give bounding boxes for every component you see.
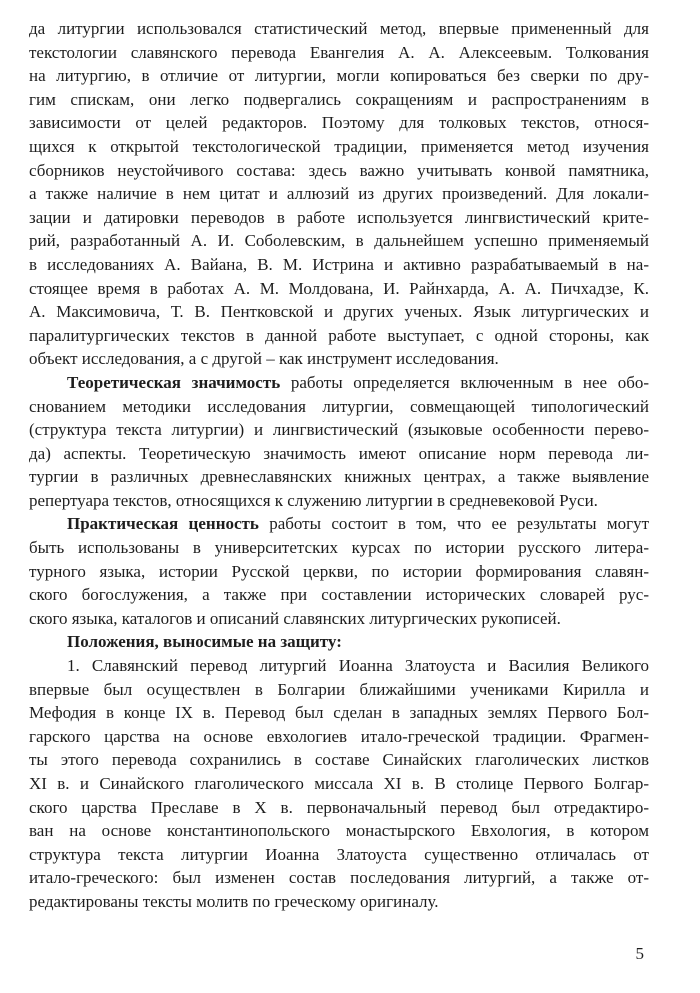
text-span: работы определяется включенным в нее обо-	[280, 372, 649, 392]
text-line: гим спискам, они легко подвергались сокращениям и распространениям в	[29, 89, 649, 109]
text-line: гарского царства на основе евхологиев итало-греческой традиции. Фрагмен-	[29, 726, 649, 746]
text-line: зависимости от целей редакторов. Поэтому для толковых текстов, относя-	[29, 113, 649, 133]
text-line: итало-греческого: был изменен состав последования литургий, а также от-	[29, 868, 649, 888]
text-line: впервые был осуществлен в Болгарии ближайшими учениками Кирилла и	[29, 679, 649, 699]
text-line: XI в. и Синайского глаголического миссала XI в. В столице Первого Болгар-	[29, 774, 649, 793]
text-line: ского царства Преславе в X в. первоначальный перевод был отредактиро-	[29, 797, 649, 817]
text-line: А. Максимовича, Т. В. Пентковской и других ученых. Язык литургических и	[29, 302, 649, 322]
text-line: тургии в различных древнеславянских книжных центрах, а также выявление	[29, 467, 649, 487]
text-line: структура текста литургии Иоанна Златоуста существенно отличалась от	[29, 844, 649, 864]
text-line: стоящее время в работах А. М. Молдована, И. Райнхарда, А. А. Пичхадзе, К.	[29, 278, 649, 298]
text-line: ван на основе константинопольского монастырского Евхология, в котором	[29, 821, 649, 841]
text-line	[29, 371, 649, 395]
text-line: редактированы тексты молитв по греческому оригиналу.	[29, 891, 439, 911]
text-line: рий, разработанный А. И. Соболевским, в дальнейшем успешно применяемый	[29, 231, 649, 251]
text-line: (структура текста литургии) и лингвистический (языковые особенности перево-	[29, 420, 649, 440]
section-heading: Положения, выносимые на защиту:	[67, 632, 342, 652]
document-page	[29, 17, 649, 914]
text-line: текстологии славянского перевода Евангелия А. А. Алексеевым. Толкования	[29, 42, 649, 62]
text-line: да) аспекты. Теоретическую значимость имеют описание норм перевода ли-	[29, 443, 649, 463]
text-line: а также наличие в нем цитат и аллюзий из других произведений. Для локали-	[29, 184, 649, 204]
text-line: да литургии использовался статистический метод, впервые примененный для	[29, 19, 649, 38]
paragraph-theoretical-significance	[29, 371, 649, 513]
paragraph-methods	[29, 17, 649, 371]
text-line: репертуара текстов, относящихся к служению литургии в средневековой Руси.	[29, 490, 598, 510]
text-line: ского богослужения, а также при составлении исторических словарей рус-	[29, 585, 649, 605]
text-line: снованием методики исследования литургии, совмещающей типологический	[29, 396, 649, 416]
text-span: работы состоит в том, что ее результаты могут	[258, 514, 649, 534]
text-line	[29, 512, 649, 536]
bold-lead-term: Практическая ценность	[67, 514, 259, 534]
text-line: зации и датировки переводов в работе используется лингвистический крите-	[29, 207, 649, 227]
text-line: турного языка, истории Русской церкви, по истории формирования славян-	[29, 561, 649, 581]
text-line: ты этого перевода сохранились в составе Синайских глаголических листков	[29, 750, 649, 770]
text-line: сборников неустойчивого состава: здесь важно учитывать конвой памятника,	[29, 160, 649, 180]
text-line: паралитургических текстов в данной работе выступает, с одной стороны, как	[29, 325, 649, 345]
text-line: 1. Славянский перевод литургий Иоанна Златоуста и Василия Великого	[67, 656, 649, 676]
text-line: объект исследования, а с другой – как инструмент исследования.	[29, 349, 499, 369]
paragraph-practical-value	[29, 512, 649, 630]
text-line: в исследованиях А. Вайана, В. М. Истрина и активно разрабатываемый в на-	[29, 254, 649, 274]
text-line: Мефодия в конце IX в. Перевод был сделан в западных землях Первого Бол-	[29, 703, 649, 723]
text-line: ского языка, каталогов и описаний славянских литургических рукописей.	[29, 608, 561, 628]
page-number: 5	[635, 944, 644, 963]
text-line: щихся к открытой текстологической традиции, применяется метод изучения	[29, 136, 649, 156]
paragraph-thesis-1	[29, 654, 649, 914]
text-line: быть использованы в университетских курсах по истории русского литера-	[29, 538, 649, 558]
text-line: на литургию, в отличие от литургии, могли копироваться без сверки по дру-	[29, 66, 649, 86]
bold-lead-term: Теоретическая значимость	[67, 372, 281, 392]
